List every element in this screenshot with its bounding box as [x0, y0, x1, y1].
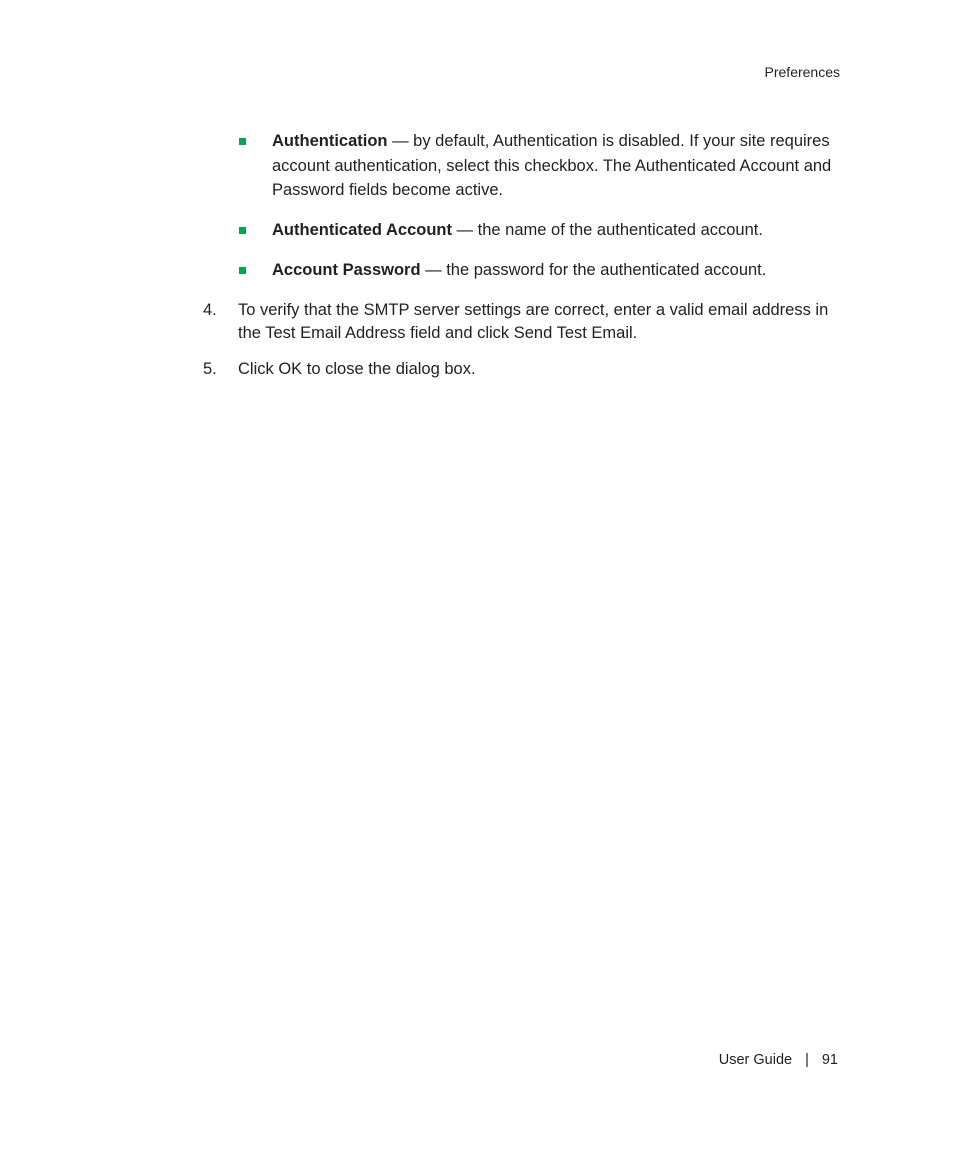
list-item-authentication [238, 129, 838, 203]
bullet-term: Account Password [272, 261, 421, 279]
step-4 [203, 299, 843, 344]
step-number: 4. [203, 301, 217, 319]
list-item-account-password [238, 258, 838, 283]
bullet-description: — the name of the authenticated account. [451, 221, 763, 239]
field-options-list [238, 129, 838, 298]
section-title: Preferences [764, 64, 840, 80]
square-bullet-icon [239, 227, 246, 234]
bullet-term: Authenticated Account [272, 221, 452, 239]
step-5 [203, 358, 843, 381]
step-text: Click OK to close the dialog box. [238, 359, 476, 378]
page-number: 91 [821, 1052, 838, 1068]
bullet-description: — the password for the authenticated account. [420, 261, 767, 279]
step-number: 5. [203, 359, 217, 378]
footer-separator: | [805, 1052, 809, 1068]
square-bullet-icon [239, 138, 246, 145]
step-text: To verify that the SMTP server settings are correct, enter a valid email address in the Test Email Address field and click Send Test Email. [238, 301, 829, 342]
procedure-steps [203, 299, 843, 394]
list-item-authenticated-account [238, 218, 838, 243]
bullet-term: Authentication [272, 132, 388, 150]
bullet-description: — by default, Authentication is disabled. If your site requires account authentication, select this checkbox. The Authenticated Account and Password fields become active. [272, 132, 832, 199]
square-bullet-icon [239, 267, 246, 274]
running-header [765, 64, 840, 80]
running-footer [719, 1052, 838, 1068]
guide-name: User Guide [718, 1052, 793, 1068]
